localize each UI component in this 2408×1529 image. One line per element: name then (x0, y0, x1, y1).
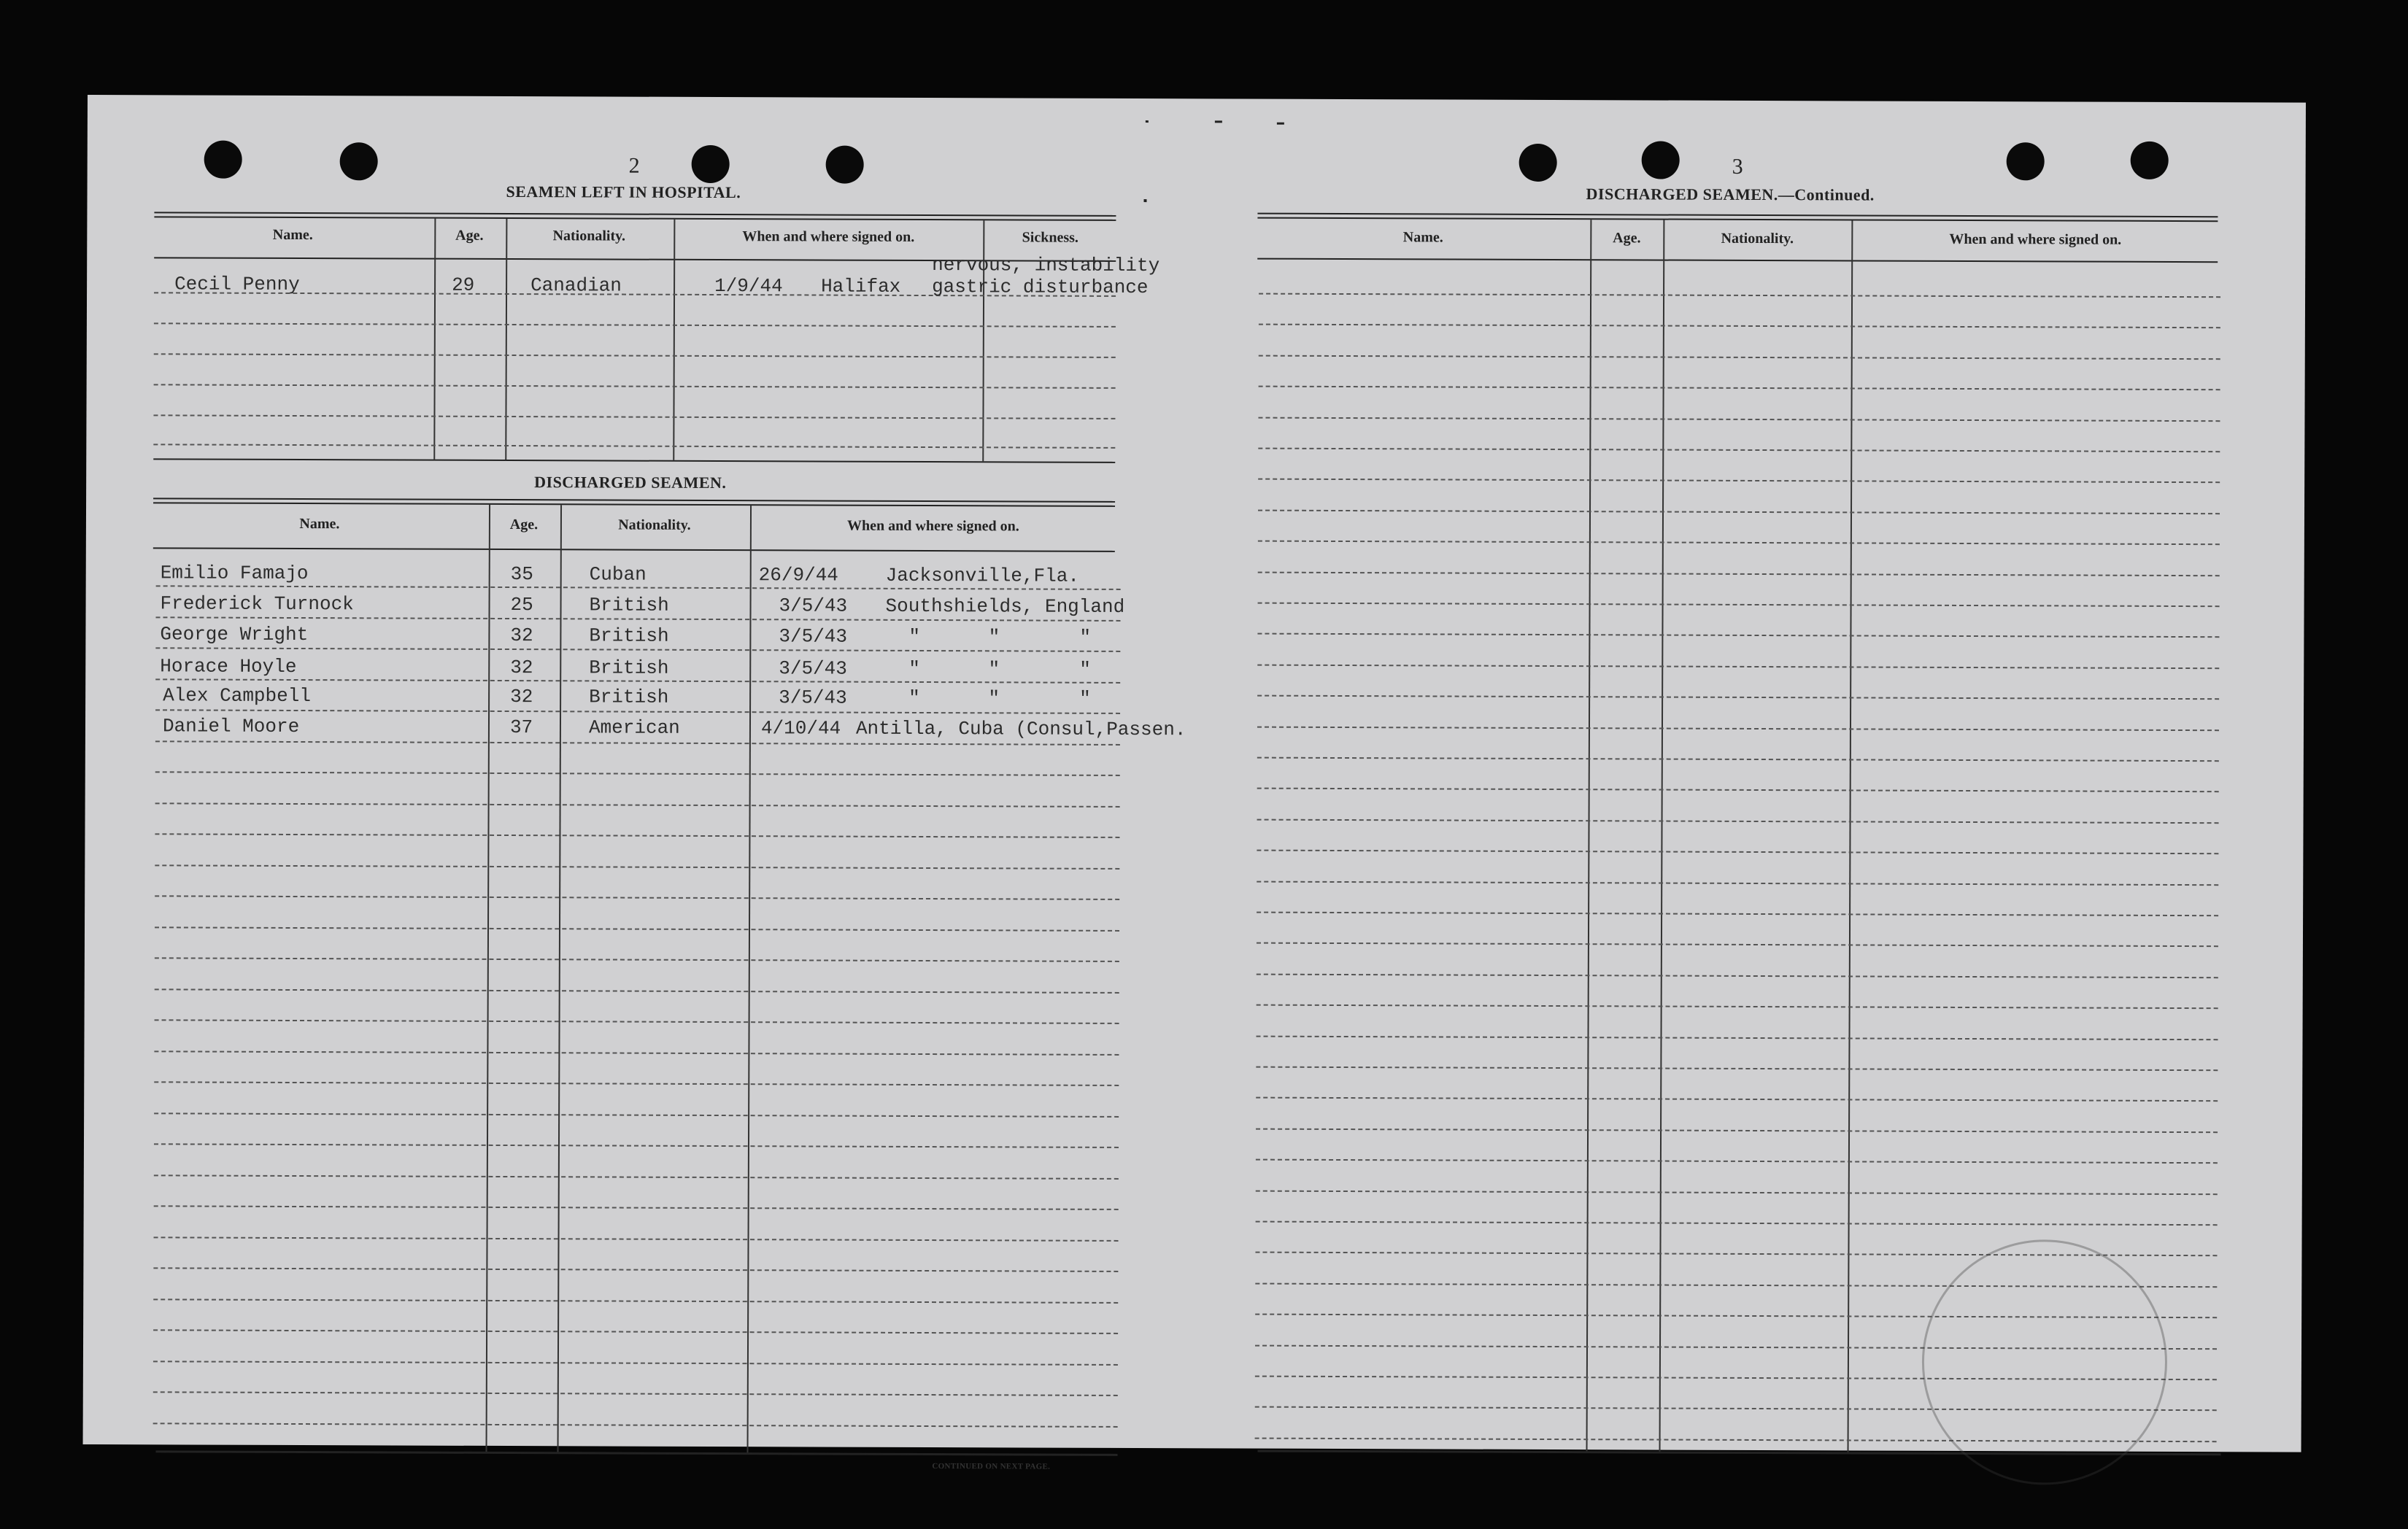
entry-line (1257, 1035, 2218, 1040)
col-header-nationality: Nationality. (552, 228, 626, 244)
speck (1215, 120, 1222, 123)
entry-line (154, 1236, 1119, 1242)
rule (156, 1450, 1118, 1456)
binder-hole (204, 141, 242, 179)
entry-line (1257, 788, 2219, 793)
signed-on-date: 26/9/44 (758, 564, 838, 587)
entry-line (1256, 1097, 2218, 1102)
entry-line (1258, 571, 2220, 576)
entry-line (155, 771, 1120, 776)
entry-line (1259, 386, 2220, 391)
column-divider (486, 505, 491, 1453)
seaman-nationality: British (589, 657, 669, 679)
col-header-name: Name. (272, 226, 313, 244)
entry-line (1257, 726, 2219, 731)
entry-line (1256, 1221, 2218, 1226)
entry-line (1257, 912, 2218, 917)
binder-hole (340, 142, 378, 180)
binder-hole (692, 145, 730, 183)
entry-line (155, 926, 1119, 932)
entry-line (153, 1360, 1118, 1366)
column-divider (747, 506, 752, 1454)
entry-line (155, 957, 1119, 962)
entry-line (155, 1019, 1119, 1024)
right-title-main: DISCHARGED SEAMEN. (1586, 185, 1778, 204)
seaman-nationality: British (589, 594, 669, 616)
entry-line (1257, 757, 2219, 762)
col-header-age: Age. (509, 516, 539, 533)
seaman-age: 32 (510, 686, 533, 708)
seaman-age: 32 (510, 624, 533, 647)
entry-line (1257, 695, 2219, 700)
entry-line (153, 1391, 1118, 1396)
col-header-signed-on: When and where signed on. (847, 517, 1019, 535)
entry-line (154, 1112, 1119, 1118)
binder-hole (2007, 142, 2045, 180)
entry-line (1257, 633, 2219, 638)
entry-lines (88, 95, 2306, 103)
col-header-signed-on: When and where signed on. (742, 228, 915, 245)
entry-line (153, 1422, 1118, 1428)
entry-line (1256, 1159, 2218, 1164)
entry-line (1256, 1067, 2218, 1072)
entry-line (155, 988, 1119, 994)
binder-hole (1519, 144, 1557, 182)
entry-line (154, 1205, 1119, 1210)
col-header-age: Age. (1613, 230, 1641, 247)
column-divider (505, 219, 507, 460)
entry-line (153, 414, 1115, 419)
binder-hole (2131, 142, 2169, 179)
col-header-age: Age. (455, 227, 484, 244)
register-sheet (83, 95, 2306, 1471)
page-number-right: 3 (1732, 154, 1743, 179)
seaman-age: 25 (510, 594, 533, 616)
signed-on-place: " " " (908, 657, 1091, 681)
entry-line (154, 322, 1116, 328)
entry-line (1258, 448, 2220, 453)
sickness-line: gastric disturbance (932, 276, 1149, 299)
continued-note: CONTINUED ON NEXT PAGE. (932, 1462, 1051, 1471)
right-title-suffix: —Continued. (1778, 185, 1875, 204)
column-divider (1659, 220, 1665, 1453)
signed-on-place: Southshields, England (885, 595, 1125, 618)
signed-on-date: 3/5/43 (779, 657, 847, 680)
rule (154, 212, 1116, 217)
seaman-nationality: Canadian (530, 274, 622, 297)
seaman-age: 37 (509, 716, 533, 739)
speck (1277, 123, 1284, 125)
entry-line (155, 647, 1120, 652)
entry-line (153, 1329, 1118, 1334)
signed-on-place: Jacksonville,Fla. (885, 564, 1080, 587)
rule (1257, 213, 2218, 218)
entry-line (153, 1267, 1118, 1272)
signed-on-place: " " " (908, 686, 1091, 710)
entry-line (154, 1081, 1119, 1086)
entry-line (1257, 942, 2218, 948)
seaman-name: Emilio Famajo (160, 562, 309, 585)
column-divider (557, 505, 563, 1453)
entry-line (153, 444, 1115, 449)
signed-on-place: Antilla, Cuba (Consul,Passen. (855, 717, 1186, 741)
signed-on-date: 3/5/43 (779, 595, 848, 617)
column-divider (1848, 220, 1853, 1453)
rule (153, 458, 1115, 463)
entry-line (1258, 541, 2220, 546)
rule (1257, 258, 2218, 263)
rule (153, 498, 1115, 503)
entry-line (154, 1050, 1119, 1056)
signed-on-date: 3/5/43 (779, 625, 848, 648)
entry-line (1257, 664, 2219, 669)
page-number-left: 2 (628, 153, 640, 178)
entry-line (1259, 293, 2220, 298)
column-divider (433, 219, 436, 460)
entry-line (154, 384, 1116, 389)
speck (1146, 120, 1149, 123)
binder-hole (826, 146, 864, 184)
faded-stamp (1921, 1239, 2167, 1485)
entry-line (1257, 818, 2219, 824)
seaman-name: Alex Campbell (163, 684, 312, 708)
seaman-name: Frederick Turnock (160, 592, 354, 616)
seaman-name: Horace Hoyle (160, 655, 297, 678)
seaman-age: 32 (510, 657, 533, 679)
signed-on-date: 3/5/43 (779, 686, 847, 709)
speck (1143, 199, 1146, 202)
sickness-line: nervous, instability (932, 254, 1160, 277)
entry-line (1258, 417, 2220, 422)
seaman-name: George Wright (160, 623, 309, 646)
rule (154, 216, 1116, 221)
seaman-age: 29 (452, 274, 475, 296)
column-divider (673, 220, 675, 460)
entry-line (154, 1143, 1119, 1148)
rule (153, 502, 1115, 507)
entry-line (155, 895, 1119, 900)
column-divider (1586, 220, 1592, 1452)
entry-line (155, 709, 1120, 714)
seaman-nationality: British (589, 686, 669, 708)
entry-line (1256, 1128, 2218, 1133)
seaman-name: Cecil Penny (174, 273, 300, 296)
entry-line (155, 864, 1119, 870)
entry-line (1257, 973, 2218, 978)
entry-line (1259, 324, 2220, 329)
rule (153, 547, 1115, 552)
entry-line (155, 802, 1120, 808)
seaman-nationality: American (588, 716, 680, 739)
entry-line (1258, 509, 2220, 514)
rule (1257, 217, 2218, 222)
entry-line (1257, 880, 2218, 886)
entry-lines (88, 95, 2306, 103)
binder-hole (1642, 141, 1680, 179)
col-header-nationality: Nationality. (1721, 230, 1794, 247)
entry-line (154, 1174, 1119, 1180)
entry-line (153, 1298, 1118, 1304)
col-header-name: Name. (1402, 229, 1443, 246)
col-header-name: Name. (299, 516, 340, 533)
discharged-section-title: DISCHARGED SEAMEN. (534, 473, 727, 492)
seaman-nationality: Cuban (589, 563, 647, 586)
entry-line (1257, 1005, 2218, 1010)
entry-line (154, 353, 1116, 358)
entry-line (1258, 479, 2220, 484)
seaman-nationality: British (589, 624, 669, 647)
col-header-nationality: Nationality. (618, 516, 691, 533)
signed-on-place: Halifax (821, 275, 901, 298)
right-section-title (1586, 185, 1874, 204)
col-header-signed-on: When and where signed on. (1949, 231, 2122, 248)
entry-line (155, 833, 1119, 838)
entry-line (1259, 355, 2220, 360)
entry-line (155, 740, 1120, 746)
signed-on-place: " " " (908, 625, 1092, 649)
seaman-age: 35 (510, 563, 533, 586)
seaman-name: Daniel Moore (162, 715, 300, 738)
hospital-section-title: SEAMEN LEFT IN HOSPITAL. (506, 182, 741, 202)
entry-line (1258, 603, 2220, 608)
entry-line (1257, 850, 2218, 855)
signed-on-date: 4/10/44 (760, 717, 841, 740)
signed-on-date: 1/9/44 (714, 275, 783, 298)
col-header-sickness: Sickness. (1022, 229, 1078, 246)
entry-line (1256, 1190, 2218, 1195)
